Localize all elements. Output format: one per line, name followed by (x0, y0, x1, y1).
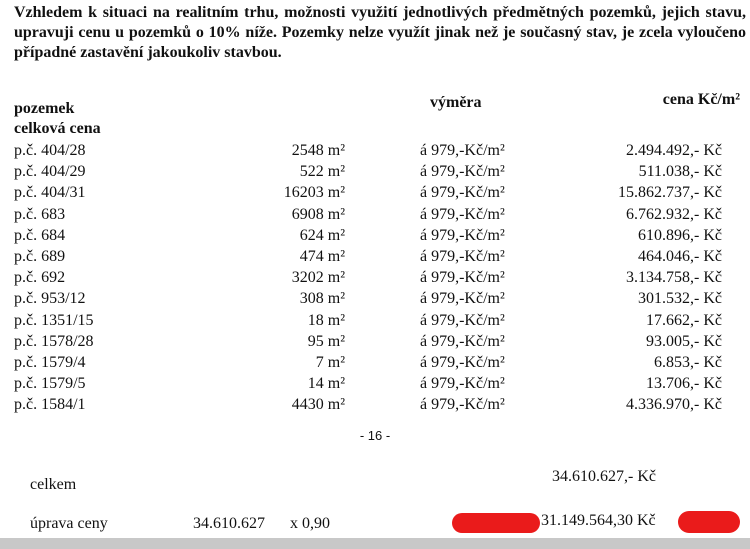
parcel-cell: p.č. 684 (14, 226, 66, 244)
parcel-cell: p.č. 404/31 (14, 184, 86, 202)
price-cell: 6.853,- Kč (654, 354, 722, 371)
area-cell: 624 m² (299, 226, 345, 244)
header-price-per-m2: cena Kč/m² (662, 91, 740, 108)
area-cell: 3202 m² (291, 269, 345, 287)
price-cell: 13.706,- Kč (646, 375, 722, 393)
area-cell: 522 m² (299, 163, 345, 181)
table-row (0, 206, 750, 227)
price-cell: 17.662,- Kč (646, 311, 722, 329)
intro-paragraph: Vzhledem k situaci na realitním trhu, možnosti využití jednotlivých předmětných pozemků, jejich stavu, upravuji cenu u pozemků o 10% níže. Pozemky nelze využít jinak než je současný stav, je zcela vyloučeno případné zastavění jakoukoliv stavbou. (14, 4, 746, 61)
adjust-result: 31.149.564,30 Kč (541, 512, 656, 529)
bottom-bar (0, 538, 750, 549)
redaction-mark-right (678, 511, 740, 533)
parcel-cell: p.č. 1579/4 (14, 354, 86, 371)
parcel-cell: p.č. 689 (14, 248, 66, 265)
price-cell: 511.038,- Kč (638, 163, 722, 181)
table-row (0, 184, 750, 205)
rate-cell: á 979,-Kč/m² (420, 226, 505, 244)
price-cell: 610.896,- Kč (638, 226, 722, 244)
area-cell: 474 m² (299, 248, 345, 265)
page-number: - 16 - (359, 428, 391, 443)
header-parcel: pozemek (14, 100, 75, 117)
parcel-cell: p.č. 1578/28 (14, 332, 94, 350)
table-row (0, 290, 750, 311)
area-cell: 308 m² (299, 290, 345, 308)
table-row (0, 354, 750, 375)
parcel-cell: p.č. 1584/1 (14, 396, 86, 414)
price-cell: 2.494.492,- Kč (626, 142, 722, 159)
price-cell: 93.005,- Kč (646, 332, 722, 350)
table-row (0, 375, 750, 396)
rate-cell: á 979,-Kč/m² (420, 184, 505, 202)
rate-cell: á 979,-Kč/m² (420, 163, 505, 181)
area-cell: 7 m² (315, 354, 345, 371)
rate-cell: á 979,-Kč/m² (420, 142, 505, 159)
header-area: výměra (430, 94, 482, 111)
rate-cell: á 979,-Kč/m² (420, 311, 505, 329)
price-cell: 301.532,- Kč (638, 290, 722, 308)
rate-cell: á 979,-Kč/m² (420, 290, 505, 308)
parcel-cell: p.č. 1351/15 (14, 311, 94, 329)
price-cell: 464.046,- Kč (638, 248, 722, 265)
rate-cell: á 979,-Kč/m² (420, 269, 505, 287)
table-row (0, 396, 750, 417)
table-row (0, 269, 750, 290)
area-cell: 95 m² (307, 332, 345, 350)
rate-cell: á 979,-Kč/m² (420, 332, 505, 350)
price-cell: 3.134.758,- Kč (626, 269, 722, 287)
total-label: celkem (30, 476, 77, 493)
table-row (0, 248, 750, 269)
area-cell: 18 m² (307, 311, 345, 329)
table-row (0, 227, 750, 248)
table-row (0, 333, 750, 354)
rate-cell: á 979,-Kč/m² (420, 375, 505, 393)
header-total-price: celková cena (14, 120, 101, 137)
price-cell: 4.336.970,- Kč (626, 396, 722, 414)
parcel-cell: p.č. 404/29 (14, 163, 86, 181)
redaction-mark-left (452, 513, 540, 533)
rate-cell: á 979,-Kč/m² (420, 248, 505, 265)
area-cell: 2548 m² (291, 142, 345, 159)
parcel-cell: p.č. 1579/5 (14, 375, 86, 393)
parcel-cell: p.č. 953/12 (14, 290, 86, 308)
area-cell: 6908 m² (291, 205, 345, 223)
table-row (0, 163, 750, 184)
adjust-label: úprava ceny (30, 515, 108, 532)
parcel-cell: p.č. 692 (14, 269, 66, 287)
area-cell: 16203 m² (283, 184, 345, 202)
table-row (0, 142, 750, 163)
total-value: 34.610.627,- Kč (552, 468, 656, 485)
price-cell: 6.762.932,- Kč (626, 205, 722, 223)
parcel-cell: p.č. 404/28 (14, 142, 86, 159)
adjust-factor: x 0,90 (290, 515, 330, 532)
area-cell: 4430 m² (291, 396, 345, 414)
rate-cell: á 979,-Kč/m² (420, 354, 505, 371)
table-row (0, 312, 750, 333)
area-cell: 14 m² (307, 375, 345, 393)
rate-cell: á 979,-Kč/m² (420, 396, 505, 414)
parcel-cell: p.č. 683 (14, 205, 66, 223)
price-cell: 15.862.737,- Kč (618, 184, 722, 202)
rate-cell: á 979,-Kč/m² (420, 205, 505, 223)
adjust-base: 34.610.627 (193, 515, 265, 532)
